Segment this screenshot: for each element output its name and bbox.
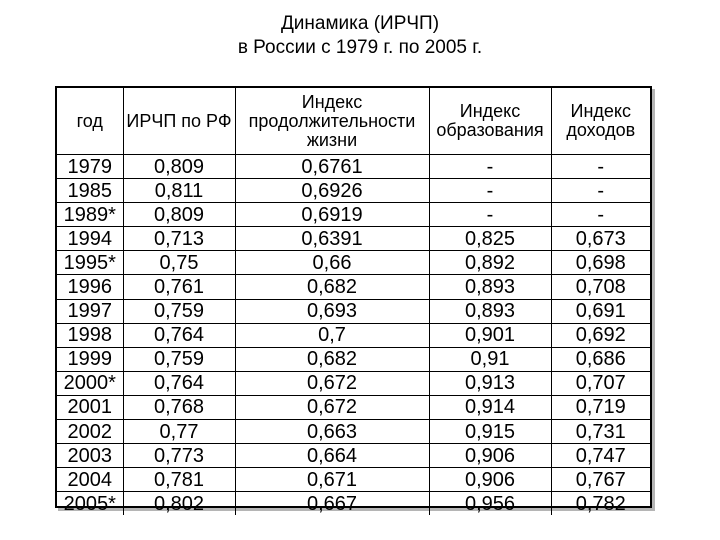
header-life-expectancy-index: Индекс продолжительности жизни	[235, 88, 429, 155]
life-expectancy-cell: 0,7	[235, 323, 429, 347]
life-expectancy-cell: 0,672	[235, 371, 429, 395]
hdi-cell: 0,77	[123, 420, 235, 444]
life-expectancy-cell: 0,682	[235, 275, 429, 299]
table-row	[57, 251, 650, 275]
education-cell: 0,913	[429, 371, 551, 395]
income-cell: 0,691	[551, 299, 650, 323]
year-cell: 1998	[57, 323, 123, 347]
hdi-cell: 0,764	[123, 323, 235, 347]
life-expectancy-cell: 0,6919	[235, 203, 429, 227]
hdi-cell: 0,768	[123, 395, 235, 419]
education-cell: 0,901	[429, 323, 551, 347]
year-cell: 2003	[57, 444, 123, 468]
education-cell: 0,915	[429, 420, 551, 444]
year-cell: 1994	[57, 227, 123, 251]
education-cell: 0,892	[429, 251, 551, 275]
header-income-index: Индекс доходов	[551, 88, 650, 155]
table-row	[57, 492, 650, 516]
education-cell: -	[429, 155, 551, 179]
table-header-row	[57, 88, 650, 155]
life-expectancy-cell: 0,663	[235, 420, 429, 444]
hdi-cell: 0,811	[123, 179, 235, 203]
education-cell: 0,893	[429, 299, 551, 323]
year-cell: 2004	[57, 468, 123, 492]
education-cell: 0,906	[429, 444, 551, 468]
income-cell: 0,708	[551, 275, 650, 299]
year-cell: 1979	[57, 155, 123, 179]
income-cell: 0,686	[551, 347, 650, 371]
table-body	[57, 155, 650, 516]
table-row	[57, 323, 650, 347]
table-row	[57, 275, 650, 299]
life-expectancy-cell: 0,682	[235, 347, 429, 371]
year-cell: 1997	[57, 299, 123, 323]
life-expectancy-cell: 0,6761	[235, 155, 429, 179]
life-expectancy-cell: 0,667	[235, 492, 429, 516]
education-cell: -	[429, 179, 551, 203]
hdi-cell: 0,809	[123, 203, 235, 227]
table-row	[57, 227, 650, 251]
hdi-cell: 0,773	[123, 444, 235, 468]
income-cell: 0,673	[551, 227, 650, 251]
year-cell: 1985	[57, 179, 123, 203]
education-cell: -	[429, 203, 551, 227]
income-cell: -	[551, 155, 650, 179]
year-cell: 1996	[57, 275, 123, 299]
hdi-cell: 0,802	[123, 492, 235, 516]
table-row	[57, 299, 650, 323]
table-row	[57, 155, 650, 179]
income-cell: 0,707	[551, 371, 650, 395]
life-expectancy-cell: 0,6926	[235, 179, 429, 203]
income-cell: 0,719	[551, 395, 650, 419]
hdi-cell: 0,781	[123, 468, 235, 492]
table-row	[57, 203, 650, 227]
table-row	[57, 420, 650, 444]
year-cell: 1995*	[57, 251, 123, 275]
hdi-cell: 0,764	[123, 371, 235, 395]
income-cell: -	[551, 203, 650, 227]
header-year: год	[57, 88, 123, 155]
education-cell: 0,825	[429, 227, 551, 251]
education-cell: 0,956	[429, 492, 551, 516]
page-title	[0, 12, 720, 60]
header-hdi: ИРЧП по РФ	[123, 88, 235, 155]
hdi-table-container	[55, 86, 652, 515]
income-cell: -	[551, 179, 650, 203]
year-cell: 2005*	[57, 492, 123, 516]
hdi-cell: 0,759	[123, 347, 235, 371]
life-expectancy-cell: 0,6391	[235, 227, 429, 251]
year-cell: 2000*	[57, 371, 123, 395]
year-cell: 2001	[57, 395, 123, 419]
header-education-index: Индекс образования	[429, 88, 551, 155]
hdi-cell: 0,809	[123, 155, 235, 179]
table-row	[57, 395, 650, 419]
hdi-cell: 0,713	[123, 227, 235, 251]
income-cell: 0,731	[551, 420, 650, 444]
table-row	[57, 468, 650, 492]
hdi-cell: 0,761	[123, 275, 235, 299]
hdi-cell: 0,759	[123, 299, 235, 323]
education-cell: 0,91	[429, 347, 551, 371]
life-expectancy-cell: 0,664	[235, 444, 429, 468]
table-row	[57, 179, 650, 203]
income-cell: 0,698	[551, 251, 650, 275]
income-cell: 0,747	[551, 444, 650, 468]
life-expectancy-cell: 0,672	[235, 395, 429, 419]
education-cell: 0,893	[429, 275, 551, 299]
table-row	[57, 444, 650, 468]
hdi-table	[57, 88, 650, 515]
table-row	[57, 347, 650, 371]
life-expectancy-cell: 0,693	[235, 299, 429, 323]
education-cell: 0,906	[429, 468, 551, 492]
life-expectancy-cell: 0,671	[235, 468, 429, 492]
year-cell: 1989*	[57, 203, 123, 227]
year-cell: 1999	[57, 347, 123, 371]
hdi-cell: 0,75	[123, 251, 235, 275]
education-cell: 0,914	[429, 395, 551, 419]
life-expectancy-cell: 0,66	[235, 251, 429, 275]
income-cell: 0,782	[551, 492, 650, 516]
income-cell: 0,767	[551, 468, 650, 492]
title-line-1: Динамика (ИРЧП)	[280, 13, 440, 34]
table-row	[57, 371, 650, 395]
title-line-2: в России с 1979 г. по 2005 г.	[237, 37, 483, 58]
income-cell: 0,692	[551, 323, 650, 347]
year-cell: 2002	[57, 420, 123, 444]
